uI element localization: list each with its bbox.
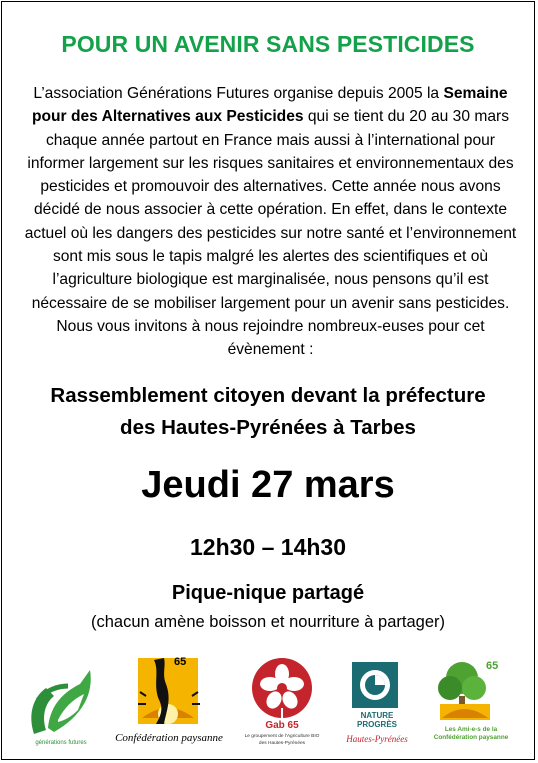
confederation-paysanne-logo xyxy=(110,652,228,752)
amis-caption-2: Confédération paysanne xyxy=(433,734,509,741)
amis-confederation-logo xyxy=(426,658,516,752)
event-heading xyxy=(2,380,534,444)
confederation-sun-icon xyxy=(110,652,228,730)
amis-caption-1: Les Ami-e-s de la xyxy=(444,726,498,733)
intro-text-1: L’association Générations Futures organise depuis 2005 la xyxy=(33,85,444,102)
generations-futures-logo xyxy=(24,664,98,752)
gab-caption-2: des Hautes-Pyrénées xyxy=(258,741,306,746)
gab65-logo xyxy=(234,656,330,752)
event-time: 12h30 – 14h30 xyxy=(189,534,346,560)
flyer-frame xyxy=(1,1,535,760)
generations-futures-caption: générations futures xyxy=(35,740,87,746)
nature-progres-line-2: PROGRÈS xyxy=(356,720,397,729)
nature-progres-logo xyxy=(340,660,414,752)
intro-text-2: qui se tient du 20 au 30 mars chaque année partout en France mais aussi à l’international pour informer largement sur les risques sanitaires et environnementaux des pesticides et promouvoir des alternatives. Cette année nous avons décidé de nous associer à cette opération. En effet, dans le contexte actuel où les dangers des pesticides sur notre santé et l’environnement sont mis sous le tapis malgré les alertes des scientifiques et où l’agriculture biologique est marginalisée, nous pensons qu’il est nécessaire de se mobiliser largement pour un avenir sans pesticides. Nous vous invitons à nous rejoindre nombreux-euses pour cet évènement : xyxy=(24,108,517,359)
nature-progres-line-3: Hautes-Pyrénées xyxy=(346,734,408,744)
nature-progres-line-1: NATURE xyxy=(360,711,394,720)
picnic-heading: Pique-nique partagé xyxy=(171,582,365,604)
nature-progres-emblem-icon xyxy=(340,660,414,708)
amis-tree-icon xyxy=(426,658,516,724)
event-date: Jeudi 27 mars xyxy=(141,464,395,506)
amis-number: 65 xyxy=(486,660,499,672)
picnic-note: (chacun amène boisson et nourriture à partager) xyxy=(90,613,446,631)
intro-paragraph xyxy=(18,82,523,362)
event-line-2: des Hautes-Pyrénées à Tarbes xyxy=(120,416,416,439)
gab-flower-icon xyxy=(234,656,330,720)
partner-logos xyxy=(2,652,534,752)
confederation-caption: Confédération paysanne xyxy=(115,732,223,744)
confederation-number: 65 xyxy=(174,656,187,668)
event-line-1: Rassemblement citoyen devant la préfecture xyxy=(50,384,486,407)
gab-name: Gab 65 xyxy=(265,720,299,731)
gab-caption-1: Le groupement de l'Agriculture BIO xyxy=(244,734,320,739)
flyer-title: POUR UN AVENIR SANS PESTICIDES xyxy=(61,31,475,57)
generations-futures-leaf-icon xyxy=(24,664,98,740)
intro-highlight: Semaine pour des Alternatives aux Pesticides xyxy=(31,85,508,126)
